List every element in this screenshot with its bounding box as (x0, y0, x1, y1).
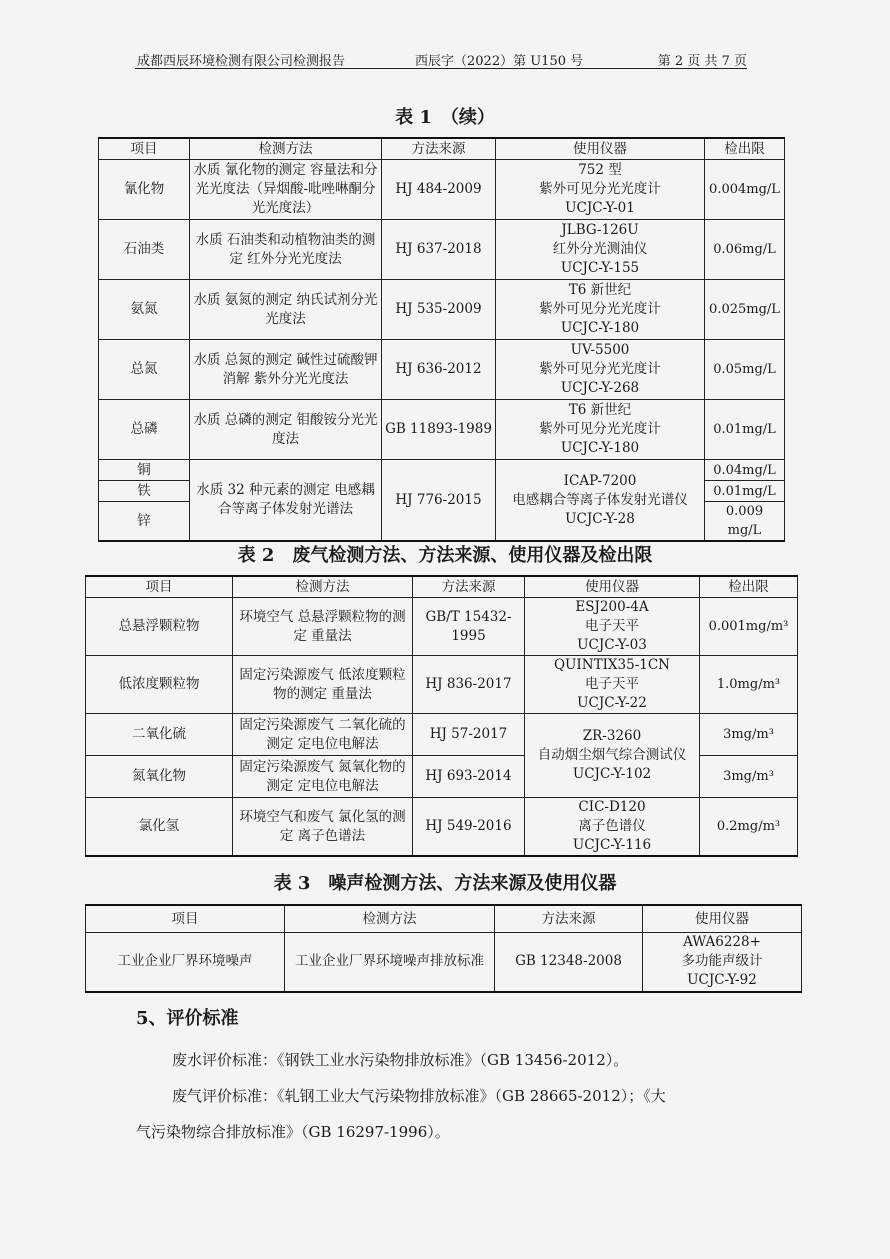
item-cell: 石油类 (99, 220, 190, 280)
item-cell: 总悬浮颗粒物 (86, 598, 233, 656)
table-row (99, 460, 785, 481)
table-row (86, 598, 798, 656)
instrument-cell: T6 新世纪 紫外可见分光光度计 UCJC-Y-180 (496, 400, 705, 460)
table-row (86, 714, 798, 756)
source-cell: HJ 484-2009 (382, 160, 496, 220)
page-number: 第 2 页 共 7 页 (657, 54, 747, 69)
method-cell: 水质 总磷的测定 钼酸铵分光光度法 (190, 400, 382, 460)
instrument-cell: ICAP-7200 电感耦合等离子体发射光谱仪 UCJC-Y-28 (496, 460, 705, 542)
col-header: 方法来源 (413, 576, 525, 598)
method-cell: 固定污染源废气 氮氧化物的测定 定电位电解法 (233, 756, 413, 798)
table3-title: 表 3 噪声检测方法、方法来源及使用仪器 (273, 873, 617, 894)
limit-cell: 3mg/m³ (700, 756, 798, 798)
item-cell: 总磷 (99, 400, 190, 460)
instrument-cell: QUINTIX35-1CN 电子天平 UCJC-Y-22 (525, 656, 700, 714)
col-header: 使用仪器 (525, 576, 700, 598)
item-cell: 总氮 (99, 340, 190, 400)
source-cell: GB 12348-2008 (495, 932, 643, 992)
source-cell: HJ 776-2015 (382, 460, 496, 542)
page-header (135, 48, 747, 69)
col-header: 使用仪器 (496, 138, 705, 160)
limit-cell: 0.01mg/L (705, 400, 785, 460)
col-header: 检出限 (700, 576, 798, 598)
table-row (86, 932, 802, 992)
instrument-cell: T6 新世纪 紫外可见分光光度计 UCJC-Y-180 (496, 280, 705, 340)
table-row (99, 400, 785, 460)
wastewater-standard: 废水评价标准：《钢铁工业水污染物排放标准》（GB 13456-2012）。 (172, 1051, 629, 1069)
source-cell: HJ 535-2009 (382, 280, 496, 340)
table2-header-row (86, 576, 798, 598)
col-header: 项目 (86, 576, 233, 598)
source-cell: GB 11893-1989 (382, 400, 496, 460)
col-header: 项目 (99, 138, 190, 160)
item-cell: 低浓度颗粒物 (86, 656, 233, 714)
item-cell: 铁 (99, 481, 190, 502)
table1 (98, 137, 785, 542)
col-header: 检测方法 (190, 138, 382, 160)
limit-cell: 0.05mg/L (705, 340, 785, 400)
table3-header-row (86, 905, 802, 932)
item-cell: 铜 (99, 460, 190, 481)
source-cell: HJ 549-2016 (413, 798, 525, 857)
source-cell: HJ 636-2012 (382, 340, 496, 400)
item-cell: 氯化氢 (86, 798, 233, 857)
instrument-cell: AWA6228+ 多功能声级计 UCJC-Y-92 (643, 932, 802, 992)
method-cell: 固定污染源废气 低浓度颗粒物的测定 重量法 (233, 656, 413, 714)
limit-cell: 3mg/m³ (700, 714, 798, 756)
instrument-cell: 752 型 紫外可见分光光度计 UCJC-Y-01 (496, 160, 705, 220)
wastegas-standard-line2: 气污染物综合排放标准》（GB 16297-1996）。 (136, 1123, 450, 1141)
table-row (99, 280, 785, 340)
table2 (85, 575, 798, 857)
source-cell: HJ 836-2017 (413, 656, 525, 714)
instrument-cell: UV-5500 紫外可见分光光度计 UCJC-Y-268 (496, 340, 705, 400)
method-cell: 工业企业厂界环境噪声排放标准 (285, 932, 495, 992)
col-header: 检出限 (705, 138, 785, 160)
table-row (99, 160, 785, 220)
table-row (99, 220, 785, 280)
section-heading: 5、评价标准 (136, 1008, 239, 1029)
item-cell: 氰化物 (99, 160, 190, 220)
wastegas-standard-line1: 废气评价标准：《轧钢工业大气污染物排放标准》（GB 28665-2012）；《大 (172, 1087, 666, 1105)
method-cell: 水质 32 种元素的测定 电感耦合等离子体发射光谱法 (190, 460, 382, 542)
item-cell: 锌 (99, 502, 190, 542)
limit-cell: 0.025mg/L (705, 280, 785, 340)
source-cell: HJ 57-2017 (413, 714, 525, 756)
method-cell: 水质 氨氮的测定 纳氏试剂分光光度法 (190, 280, 382, 340)
table2-title: 表 2 废气检测方法、方法来源、使用仪器及检出限 (237, 545, 653, 566)
col-header: 方法来源 (382, 138, 496, 160)
source-cell: HJ 693-2014 (413, 756, 525, 798)
limit-cell: 0.01mg/L (705, 481, 785, 502)
source-cell: GB/T 15432-1995 (413, 598, 525, 656)
limit-cell: 0.06mg/L (705, 220, 785, 280)
source-cell: HJ 637-2018 (382, 220, 496, 280)
instrument-cell: CIC-D120 离子色谱仪 UCJC-Y-116 (525, 798, 700, 857)
col-header: 方法来源 (495, 905, 643, 932)
limit-cell: 0.009 mg/L (705, 502, 785, 542)
table1-title: 表 1 （续） (395, 107, 495, 128)
limit-cell: 1.0mg/m³ (700, 656, 798, 714)
col-header: 使用仪器 (643, 905, 802, 932)
item-cell: 工业企业厂界环境噪声 (86, 932, 285, 992)
col-header: 检测方法 (285, 905, 495, 932)
method-cell: 水质 总氮的测定 碱性过硫酸钾消解 紫外分光光度法 (190, 340, 382, 400)
item-cell: 氮氧化物 (86, 756, 233, 798)
instrument-cell: ZR-3260 自动烟尘烟气综合测试仪 UCJC-Y-102 (525, 714, 700, 798)
table3 (85, 904, 802, 993)
instrument-cell: ESJ200-4A 电子天平 UCJC-Y-03 (525, 598, 700, 656)
table-row (86, 656, 798, 714)
method-cell: 水质 氰化物的测定 容量法和分光光度法（异烟酸-吡唑啉酮分光光度法） (190, 160, 382, 220)
table1-header-row (99, 138, 785, 160)
item-cell: 二氧化硫 (86, 714, 233, 756)
method-cell: 水质 石油类和动植物油类的测定 红外分光光度法 (190, 220, 382, 280)
company-name: 成都西辰环境检测有限公司检测报告 (137, 54, 346, 69)
instrument-cell: JLBG-126U 红外分光测油仪 UCJC-Y-155 (496, 220, 705, 280)
limit-cell: 0.001mg/m³ (700, 598, 798, 656)
col-header: 检测方法 (233, 576, 413, 598)
limit-cell: 0.004mg/L (705, 160, 785, 220)
table-row (99, 340, 785, 400)
limit-cell: 0.04mg/L (705, 460, 785, 481)
method-cell: 固定污染源废气 二氧化硫的测定 定电位电解法 (233, 714, 413, 756)
report-number: 西辰字（2022）第 U150 号 (415, 54, 584, 69)
method-cell: 环境空气和废气 氯化氢的测定 离子色谱法 (233, 798, 413, 857)
limit-cell: 0.2mg/m³ (700, 798, 798, 857)
col-header: 项目 (86, 905, 285, 932)
method-cell: 环境空气 总悬浮颗粒物的测定 重量法 (233, 598, 413, 656)
table-row (86, 798, 798, 857)
item-cell: 氨氮 (99, 280, 190, 340)
